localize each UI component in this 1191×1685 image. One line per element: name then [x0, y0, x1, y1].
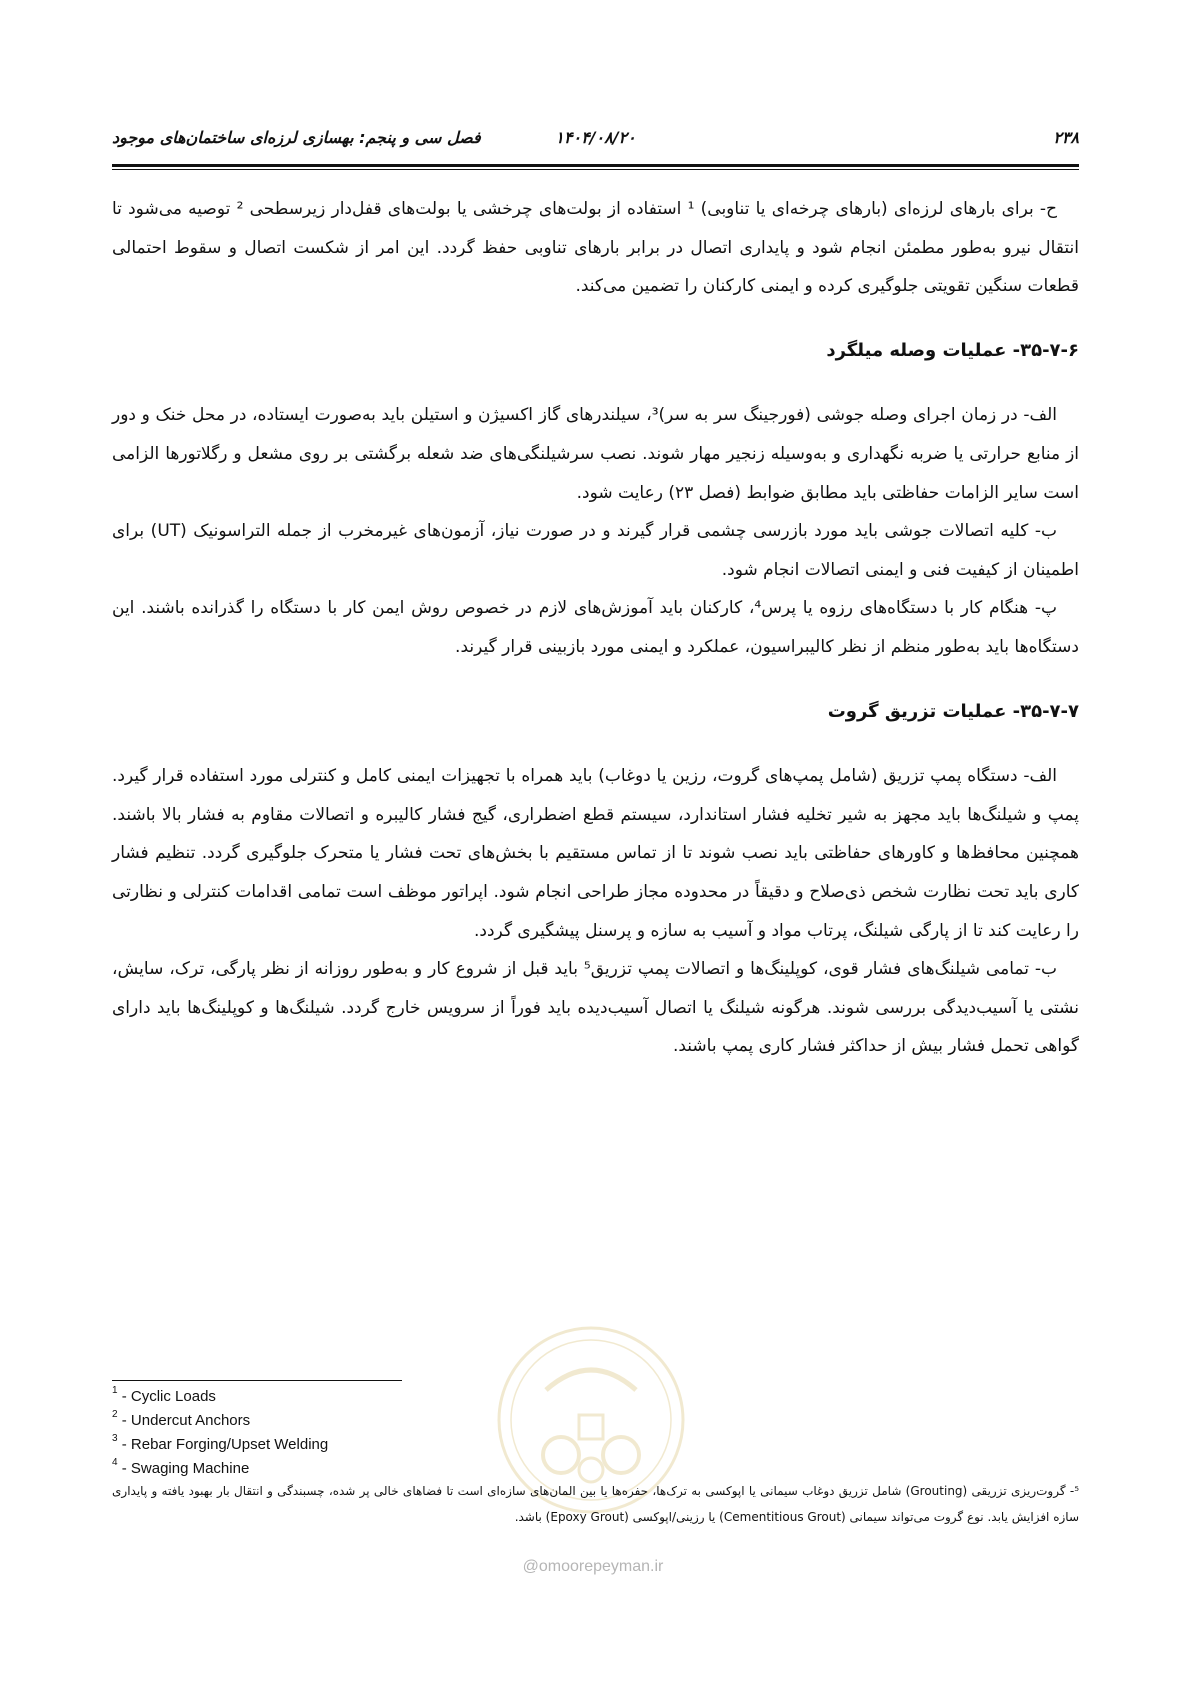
paragraph-rebar-be: ب- کلیه اتصالات جوشی باید مورد بازرسی چشمی قرار گیرند و در صورت نیاز، آزمون‌های غیرمخرب از جمله التراسونیک (UT) برای اطمینان از کیفیت فنی و ایمنی اتصالات انجام شود.: [112, 521, 1079, 580]
footnote-rule: [112, 1380, 402, 1381]
chapter-title: فصل سی و پنجم: بهسازی لرزه‌ای ساختمان‌های موجود: [112, 128, 481, 147]
body-text: [112, 190, 1079, 1066]
footnote-1: $^1$ - Cyclic Loads: [112, 1385, 216, 1405]
section-heading-rebar-splice: ۳۵-۷-۶- عملیات وصله میلگرد: [826, 339, 1079, 361]
footnote-2: $^2$ - Undercut Anchors: [112, 1409, 251, 1429]
paragraph-rebar-alef: الف- در زمان اجرای وصله جوشی (فورجینگ سر به سر)³، سیلندرهای گاز اکسیژن و استیلن باید به‌صورت ایستاده، در محل خنک و دور از منابع حرارتی یا ضربه نگهداری و به‌وسیله زنجیر مهار شوند. نصب سرشیلنگی‌های ضد شعله برگشتی بر روی مشعل و رگلاتورها الزامی است سایر الزامات حفاظتی باید مطابق ضوابط (فصل ۲۳) رعایت شود.: [112, 405, 1079, 503]
footnote-3: $^3$ - Rebar Forging/Upset Welding: [112, 1433, 329, 1453]
page-header: [112, 128, 1079, 158]
header-rule: [112, 164, 1079, 167]
paragraph-rebar-pe: پ- هنگام کار با دستگاه‌های رزوه یا پرس⁴، کارکنان باید آموزش‌های لازم در خصوص روش ایمن کار با دستگاه را گذرانده باشند. این دستگاه‌ها باید به‌طور منظم از نظر کالیبراسیون، عملکرد و ایمنی مورد بازبینی قرار گیرند.: [112, 598, 1079, 657]
page-number: ۲۳۸: [1053, 128, 1079, 147]
paragraph-grout-be: ب- تمامی شیلنگ‌های فشار قوی، کوپلینگ‌ها و اتصالات پمپ تزریق⁵ باید قبل از شروع کار و به‌طور روزانه از نظر پارگی، ترک، سایش، نشتی یا آسیب‌دیدگی بررسی شوند. هرگونه شیلنگ یا اتصال آسیب‌دیده باید فوراً از سرویس خارج گردد. شیلنگ‌ها و کوپلینگ‌ها باید دارای گواهی تحمل فشار بیش از حداکثر فشار کاری پمپ باشند.: [112, 959, 1079, 1057]
footnote-5: ⁵- گروت‌ریزی تزریقی (Grouting) شامل تزریق دوغاب سیمانی یا اپوکسی به ترک‌ها، حفره‌ها یا بین المان‌های سازه‌ای است تا فضاهای خالی پر شده، چسبندگی و انتقال بار بهبود یافته و پایداری سازه افزایش یابد. نوع گروت می‌تواند سیمانی (Cementitious Grout) یا رزینی/اپوکسی (Epoxy Grout) باشد.: [112, 1484, 1079, 1524]
header-rule-thin: [112, 169, 1079, 170]
header-date: ۱۴۰۴/۰۸/۲۰: [555, 128, 636, 147]
footnotes-english: [112, 1385, 328, 1481]
footnote-4: $^4$ - Swaging Machine: [112, 1457, 250, 1477]
paragraph-grout-alef: الف- دستگاه پمپ تزریق (شامل پمپ‌های گروت، رزین یا دوغاب) باید همراه با تجهیزات ایمنی کامل و کنترلی مورد استفاده قرار گیرد. پمپ و شیلنگ‌ها باید مجهز به شیر تخلیه فشار استاندارد، سیستم قطع اضطراری، گیج فشار کالیبره و اتصالات مقاوم به فشار بالا باشند. همچنین محافظ‌ها و کاورهای حفاظتی باید نصب شوند تا از تماس مستقیم با بخش‌های تحت فشار یا متحرک جلوگیری گردد. تنظیم فشار کاری باید تحت نظارت شخص ذی‌صلاح و دقیقاً در محدوده مجاز طراحی انجام شود. اپراتور موظف است تمامی اقدامات کنترلی و نظارتی را رعایت کند تا از پارگی شیلنگ، پرتاب مواد و آسیب به سازه و پرسنل پیشگیری گردد.: [112, 766, 1079, 941]
section-heading-grout-injection: ۳۵-۷-۷- عملیات تزریق گروت: [827, 700, 1079, 722]
paragraph-h: ح- برای بارهای لرزه‌ای (بارهای چرخه‌ای یا تناوبی) ¹ استفاده از بولت‌های چرخشی یا بولت‌های قفل‌دار زیرسطحی ² توصیه می‌شود تا انتقال نیرو به‌طور مطمئن انجام شود و پایداری اتصال در برابر بارهای تناوبی حفظ گردد. این امر از شکست اتصال و سقوط احتمالی قطعات سنگین تقویتی جلوگیری کرده و ایمنی کارکنان را تضمین می‌کند.: [112, 199, 1079, 297]
watermark-url: @omoorepeyman.ir: [522, 1558, 664, 1575]
